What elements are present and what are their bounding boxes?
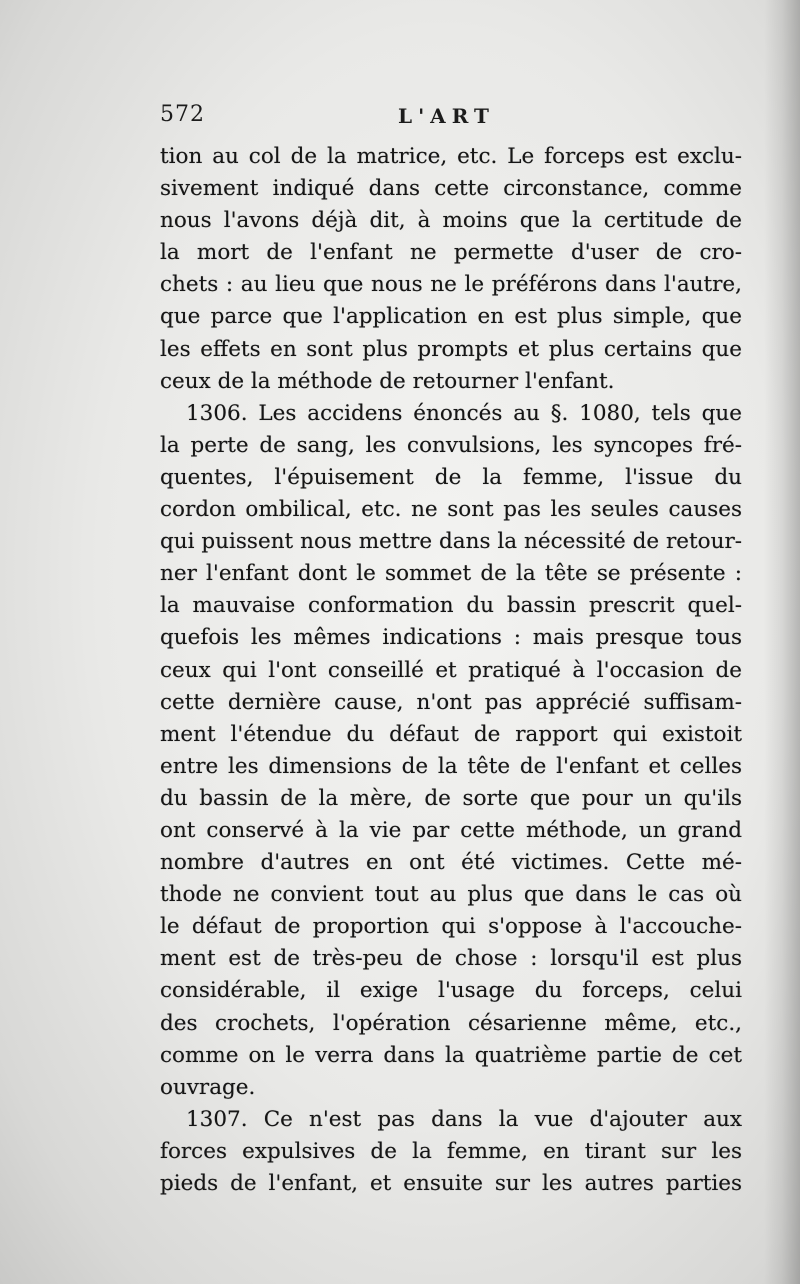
text-line: comme on le verra dans la quatrième partie de cet <box>160 1042 742 1068</box>
text-line: pieds de l'enfant, et ensuite sur les autres parties <box>160 1171 742 1196</box>
text-line: thode ne convient tout au plus que dans le cas où <box>160 882 742 908</box>
text-line: chets : au lieu que nous ne le préférons dans l'autre, <box>160 272 742 298</box>
text-line: la mort de l'enfant ne permette d'user de cro- <box>160 240 742 266</box>
running-head: L'ART <box>398 104 495 128</box>
body-text <box>160 141 742 1200</box>
text-line: la perte de sang, les convulsions, les syncopes fré- <box>160 432 742 458</box>
text-line: ment l'étendue du défaut de rapport qui existoit <box>160 721 742 747</box>
page-edge-shadow <box>764 0 800 1284</box>
text-line: 1307. Ce n'est pas dans la vue d'ajouter aux <box>186 1106 742 1132</box>
page-number: 572 <box>160 102 205 127</box>
page-header <box>160 98 750 138</box>
text-line: nombre d'autres en ont été victimes. Cette mé- <box>160 850 742 876</box>
text-line: cette dernière cause, n'ont pas apprécié suffisam- <box>160 689 742 715</box>
text-line: les effets en sont plus prompts et plus certains que <box>160 336 742 362</box>
text-line: qui puissent nous mettre dans la nécessité de retour- <box>160 529 742 555</box>
text-line: entre les dimensions de la tête de l'enfant et celles <box>160 753 742 779</box>
text-line: forces expulsives de la femme, en tirant sur les <box>160 1138 742 1164</box>
text-line: ceux qui l'ont conseillé et pratiqué à l'occasion de <box>160 657 742 683</box>
text-line: nous l'avons déjà dit, à moins que la certitude de <box>160 208 742 234</box>
text-line: cordon ombilical, etc. ne sont pas les seules causes <box>160 497 742 523</box>
text-line: quentes, l'épuisement de la femme, l'issue du <box>160 464 742 490</box>
text-line: considérable, il exige l'usage du forceps, celui <box>160 978 742 1004</box>
text-line: du bassin de la mère, de sorte que pour un qu'ils <box>160 785 742 811</box>
text-line: ont conservé à la vie par cette méthode, un grand <box>160 817 742 843</box>
text-line: 1306. Les accidens énoncés au §. 1080, tels que <box>186 400 742 426</box>
text-line: le défaut de proportion qui s'oppose à l'accouche- <box>160 914 742 940</box>
text-line: ceux de la méthode de retourner l'enfant. <box>160 368 615 394</box>
text-line: la mauvaise conformation du bassin prescrit quel- <box>160 593 742 619</box>
text-line: des crochets, l'opération césarienne même, etc., <box>160 1010 742 1036</box>
text-line: ner l'enfant dont le sommet de la tête se présente : <box>160 561 742 587</box>
text-line: ment est de très-peu de chose : lorsqu'il est plus <box>160 946 742 972</box>
text-line: ouvrage. <box>160 1074 256 1100</box>
text-line: quefois les mêmes indications : mais presque tous <box>160 625 742 651</box>
text-line: tion au col de la matrice, etc. Le forceps est exclu- <box>160 144 742 169</box>
text-line: sivement indiqué dans cette circonstance, comme <box>160 176 742 202</box>
text-line: que parce que l'application en est plus simple, que <box>160 304 742 330</box>
